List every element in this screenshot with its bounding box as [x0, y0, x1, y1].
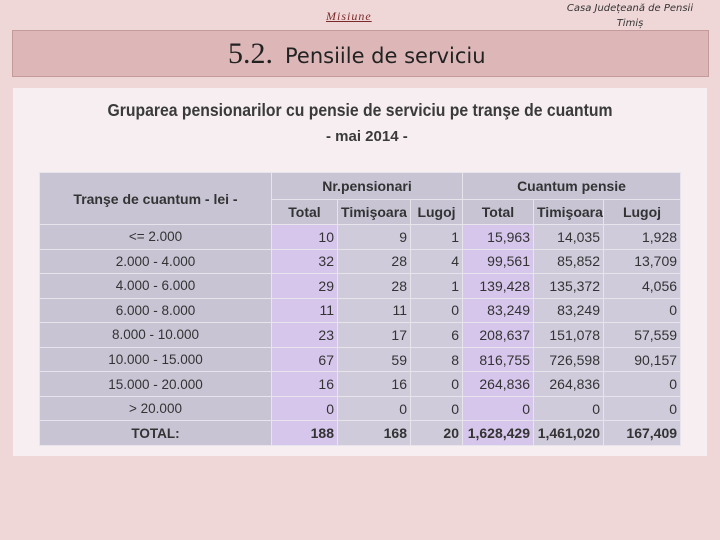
column-header-total: Total: [463, 200, 534, 225]
total-row: [40, 421, 681, 446]
table-row: [40, 347, 681, 372]
table-cell: 99,561: [463, 249, 534, 274]
table-cell: 59: [338, 347, 411, 372]
organization-name: [540, 1, 720, 31]
range-cell: > 20.000: [40, 396, 272, 421]
section-title: Pensiile de serviciu: [285, 44, 486, 68]
table-cell: 0: [604, 298, 681, 323]
column-header-lugoj: Lugoj: [604, 200, 681, 225]
table-cell: 0: [411, 372, 463, 397]
table-row: [40, 298, 681, 323]
table-cell: 16: [272, 372, 338, 397]
table-cell: 167,409: [604, 421, 681, 446]
table-cell: 168: [338, 421, 411, 446]
organization-name-line1: Casa Județeană de Pensii: [566, 3, 694, 14]
range-cell: <= 2.000: [40, 225, 272, 250]
range-cell: 6.000 - 8.000: [40, 298, 272, 323]
table-cell: 1,461,020: [534, 421, 604, 446]
table-cell: 10: [272, 225, 338, 250]
total-label: TOTAL:: [40, 421, 272, 446]
table-row: [40, 274, 681, 299]
range-cell: 8.000 - 10.000: [40, 323, 272, 348]
table-cell: 0: [534, 396, 604, 421]
table-cell: 83,249: [463, 298, 534, 323]
table-cell: 17: [338, 323, 411, 348]
document-caption: Gruparea pensionarilor cu pensie de serviciu pe tranşe de cuantum: [107, 100, 613, 120]
table-cell: 1,928: [604, 225, 681, 250]
table-cell: 85,852: [534, 249, 604, 274]
table-cell: 9: [338, 225, 411, 250]
table-cell: 20: [411, 421, 463, 446]
table-cell: 32: [272, 249, 338, 274]
column-header-timisoara: Timişoara: [338, 200, 411, 225]
table-row: [40, 323, 681, 348]
table-cell: 135,372: [534, 274, 604, 299]
table-cell: 1: [411, 274, 463, 299]
table-cell: 16: [338, 372, 411, 397]
document-subcaption: - mai 2014 -: [326, 128, 408, 145]
table-cell: 208,637: [463, 323, 534, 348]
range-cell: 2.000 - 4.000: [40, 249, 272, 274]
table-cell: 188: [272, 421, 338, 446]
section-number: 5.2.: [228, 37, 273, 70]
table-cell: 264,836: [534, 372, 604, 397]
table-cell: 83,249: [534, 298, 604, 323]
table-cell: 11: [272, 298, 338, 323]
table-cell: 0: [604, 372, 681, 397]
table-row: [40, 396, 681, 421]
table-cell: 1: [411, 225, 463, 250]
organization-name-line2: Timiș: [616, 18, 644, 29]
table-cell: 139,428: [463, 274, 534, 299]
table-cell: 4,056: [604, 274, 681, 299]
misiune-link[interactable]: Misiune: [326, 9, 372, 23]
table-cell: 4: [411, 249, 463, 274]
table-cell: 6: [411, 323, 463, 348]
table-cell: 57,559: [604, 323, 681, 348]
range-cell: 10.000 - 15.000: [40, 347, 272, 372]
table-cell: 726,598: [534, 347, 604, 372]
table-cell: 29: [272, 274, 338, 299]
table-cell: 0: [411, 298, 463, 323]
table-cell: 0: [463, 396, 534, 421]
column-header-lugoj: Lugoj: [411, 200, 463, 225]
table-cell: 90,157: [604, 347, 681, 372]
table-cell: 11: [338, 298, 411, 323]
column-group-amount: Cuantum pensie: [463, 173, 681, 200]
range-cell: 4.000 - 6.000: [40, 274, 272, 299]
table-cell: 1,628,429: [463, 421, 534, 446]
table-cell: 13,709: [604, 249, 681, 274]
table-cell: 28: [338, 274, 411, 299]
column-header-timisoara: Timişoara: [534, 200, 604, 225]
column-header-range: Tranşe de cuantum - lei -: [40, 173, 272, 225]
table-row: [40, 372, 681, 397]
table-cell: 23: [272, 323, 338, 348]
table-cell: 0: [411, 396, 463, 421]
table-cell: 67: [272, 347, 338, 372]
table-cell: 816,755: [463, 347, 534, 372]
table-cell: 0: [272, 396, 338, 421]
column-group-count: Nr.pensionari: [272, 173, 463, 200]
table-cell: 14,035: [534, 225, 604, 250]
pension-brackets-table: [39, 172, 681, 446]
table-cell: 28: [338, 249, 411, 274]
table-cell: 15,963: [463, 225, 534, 250]
table-cell: 264,836: [463, 372, 534, 397]
table-cell: 0: [604, 396, 681, 421]
column-header-total: Total: [272, 200, 338, 225]
table-row: [40, 249, 681, 274]
table-row: [40, 225, 681, 250]
table-cell: 8: [411, 347, 463, 372]
range-cell: 15.000 - 20.000: [40, 372, 272, 397]
table-cell: 151,078: [534, 323, 604, 348]
table-cell: 0: [338, 396, 411, 421]
